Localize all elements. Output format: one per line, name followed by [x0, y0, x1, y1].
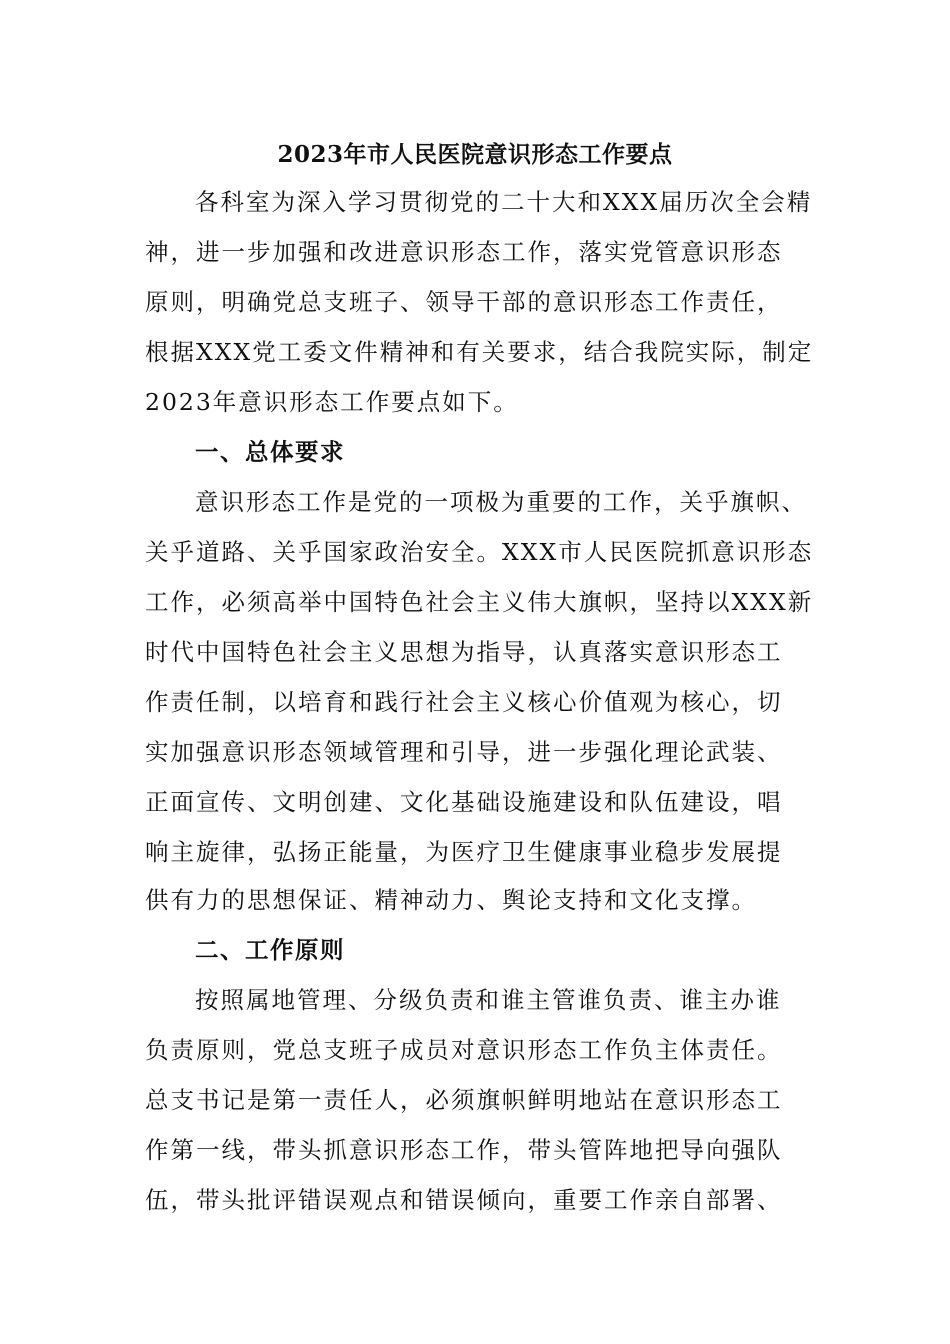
- paragraph-line: 负责原则，党总支班子成员对意识形态工作负主体责任。: [145, 1036, 783, 1064]
- paragraph-line: 原则，明确党总支班子、领导干部的意识形态工作责任，: [145, 288, 783, 316]
- section-heading: 一、总体要求: [195, 438, 345, 466]
- section-heading: 二、工作原则: [195, 936, 345, 964]
- paragraph-line: 神，进一步加强和改进意识形态工作，落实党管意识形态: [145, 238, 783, 266]
- paragraph-line: 伍，带头批评错误观点和错误倾向，重要工作亲自部署、: [145, 1186, 783, 1214]
- paragraph-line: 作第一线，带头抓意识形态工作，带头管阵地把导向强队: [145, 1136, 783, 1164]
- document-title: 2023年市人民医院意识形态工作要点: [277, 141, 673, 168]
- paragraph-line: 关乎道路、关乎国家政治安全。XXX市人民医院抓意识形态: [145, 538, 814, 566]
- paragraph-line: 作责任制，以培育和践行社会主义核心价值观为核心，切: [145, 688, 783, 716]
- paragraph-line: 2023年意识形态工作要点如下。: [145, 388, 519, 416]
- paragraph-line: 按照属地管理、分级负责和谁主管谁负责、谁主办谁: [195, 986, 782, 1014]
- paragraph-line: 响主旋律，弘扬正能量，为医疗卫生健康事业稳步发展提: [145, 838, 783, 866]
- paragraph-line: 意识形态工作是党的一项极为重要的工作，关乎旗帜、: [195, 488, 807, 516]
- paragraph-line: 实加强意识形态领域管理和引导，进一步强化理论武装、: [145, 738, 783, 766]
- paragraph-line: 总支书记是第一责任人，必须旗帜鲜明地站在意识形态工: [145, 1086, 783, 1114]
- paragraph-line: 正面宣传、文明创建、文化基础设施建设和队伍建设，唱: [145, 788, 783, 816]
- paragraph-line: 工作，必须高举中国特色社会主义伟大旗帜，坚持以XXX新: [145, 588, 814, 616]
- paragraph-line: 各科室为深入学习贯彻党的二十大和XXX届历次全会精: [195, 188, 813, 216]
- paragraph-line: 供有力的思想保证、精神动力、舆论支持和文化支撑。: [145, 886, 757, 914]
- paragraph-line: 时代中国特色社会主义思想为指导，认真落实意识形态工: [145, 638, 783, 666]
- paragraph-line: 根据XXX党工委文件精神和有关要求，结合我院实际，制定: [145, 338, 814, 366]
